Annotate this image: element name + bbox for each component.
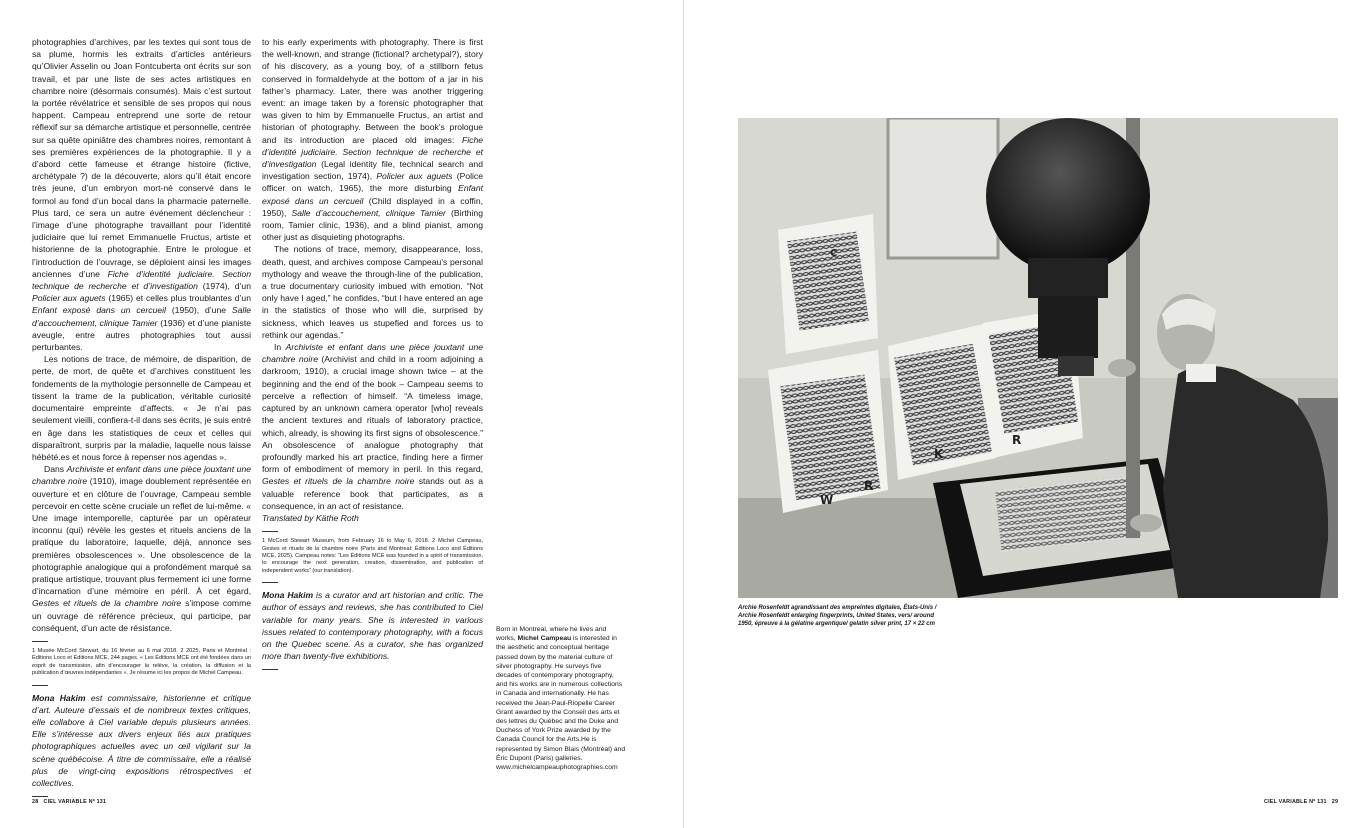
- french-paragraph-3: Dans Archiviste et enfant dans une pièce jouxtant une chambre noire (1910), image doublement représentée en ouverture et en clôture de l’ouvrage, Campeau semble percevoir en cette scène cruciale un reflet de lui-même. « Une image intemporelle, capturée par un opérateur inconnu (qui) révèle les gestes et rituels anciens de la pratique du laboratoire, laquelle, déjà, annonce ses premières obsolescences ». Une obsolescence de la photographie analogique qui a profondément marqué sa pratique artistique, trouvant plus fermement ici une forme d’incarnation d’une mémoire en péril. À cet égard, Gestes et rituels de la chambre noire s’impose comme un ouvrage de référence précieux, qui participe, par conséquent, d’un acte de résistance.: [32, 464, 252, 633]
- photo-letter: C: [830, 248, 838, 259]
- photographer-hand: [1108, 359, 1136, 377]
- fingerprint-1: [787, 232, 869, 331]
- archival-photograph: [738, 118, 1338, 598]
- divider: [32, 685, 48, 686]
- enlarger-bellows: [1038, 296, 1098, 358]
- english-column: [262, 36, 483, 676]
- photo-letter: W: [820, 493, 834, 507]
- photo-letter: R: [1012, 433, 1022, 447]
- page-number: 29: [1331, 799, 1339, 805]
- page-number: 28: [32, 799, 39, 805]
- artist-bio: Born in Montreal, where he lives and works, Michel Campeau is interested in the aesthetic and conceptual heritage passed down by the material culture of silver photography. He surveys five decades of contemporary photography, and his works are in numerous collections in Canada and internationally. He has received the Jean-Paul-Riopelle Career Grant awarded by the Conseil des arts et des lettres du Québec and the Duke and Duchess of York Prize awarded by the Canada Council for the Arts.He is represented by Simon Blais (Montréal) and Éric Dupont (Paris) galleries. www.michelcampeauphotographies.com: [496, 626, 626, 772]
- magazine-title: CIEL VARIABLE Nº 131: [1264, 799, 1327, 805]
- english-footnotes: 1 McCord Stewart Museum, from February 16 to May 6, 2018. 2 Michel Campeau, Gestes et rituels de la chambre noire (Paris and Montreal: Éditions Loco and Éditions MCE, 2025). Campeau notes: “Les Éditions MCE was founded in a spirit of transmission, to encourage the next generation, creation, dissemination, and publication of independent works” (our translation).: [262, 538, 483, 574]
- photo-window-frame: [888, 118, 998, 258]
- french-footnotes: 1 Musée McCord Stewart, du 16 février au 6 mai 2018. 2 2025, Paris et Montréal : Éditions Loco et Éditions MCE, 244 pages. « Les Éditions MCE ont été fondées dans un esprit de transmission, afin d’encourager la relève, la création, la diffusion et la publication d’œuvres indépendantes ». Je résume ici les propos de Michel Campeau.: [32, 647, 251, 677]
- enlarger-cone: [1028, 258, 1108, 298]
- enlarger-lens-board: [1058, 356, 1094, 376]
- photo-letter: K: [934, 447, 944, 461]
- english-paragraph-2: The notions of trace, memory, disappearance, loss, death, quest, and archives compose Campeau’s personal mythology and weave the through-line of the publication, a true documentary curiosity imbued with emotion. “Not only have I aged,” he confides, “but I have entered an age in the statistics of those who will die, surprised by sickness, which leaves us stupefied and forces us to rethink our agendas.”: [262, 244, 483, 340]
- french-column: [32, 36, 251, 803]
- artist-website: www.michelcampeauphotographies.com: [496, 764, 618, 772]
- french-paragraph-2: Les notions de trace, de mémoire, de disparition, de perte, de mort, de quête et d’archives constituent les fondements de la mythologie personnelle de Campeau et tissent la trame de la publication, véritable curiosité documentaire empreinte d’affects. « Je n’ai pas seulement vieilli, confiera-t-il dans ses écrits, je suis entré en âge dans les statistiques de ceux et celles qui disparaîtront, surpris par la maladie, laquelle nous laisse hébété.es et nous force à repenser nos agendas ».: [32, 354, 251, 462]
- english-paragraph-3: In Archiviste et enfant dans une pièce jouxtant une chambre noire (Archivist and child in a room adjoining a darkroom, 1910), a crucial image shown twice – at the beginning and the end of the book – Campeau seems to perceive a reflection of himself. “A timeless image, captured by an unknown camera operator [who] reveals the ancient textures and rituals of laboratory practice, which, already, is showing its first signs of obsolescence.” An obsolescence of analogue photography that profoundly marked his art practice, finding here a firmer form of embodiment of memory in peril. In this regard, Gestes et rituels de la chambre noire stands out as a valuable reference book that participates, as a consequence, in an act of resistance.: [262, 342, 483, 511]
- english-paragraph-1: to his early experiments with photography. There is first the well-known, and strange (fictional? archetypal?), story of his discovery, as a young boy, of a stillborn fetus conserved in formaldehyde at the bottom of a jar in his father’s pharmacy. Later, there was another triggering event: an image taken by a forensic photographer that was given to him by Emmanuelle Fructus, an artist and historian of photography. Between the book’s prologue and its introduction are placed old images: Fiche d’identité judiciaire. Section technique de recherche et d’investigation (Legal identity file, technical search and investigation section, 1974), Policier aux aguets (Police officer on watch, 1965), the more disturbing Enfant exposé dans un cercueil (Child displayed in a coffin, 1950), Salle d’accouchement, clinique Tamier (Birthing room, Tamier clinic, 1936), and a blind pianist, among other just as disquieting photographs.: [262, 37, 484, 243]
- english-author-bio: Mona Hakim is a curator and art historian and critic. The author of essays and reviews, she has contributed to Ciel variable for many years. She is interested in various issues related to contemporary photography, with a focus on the Quebec scene. As a curator, she has organized more than twenty-five exhibitions.: [262, 590, 483, 662]
- magazine-title: CIEL VARIABLE Nº 131: [43, 799, 107, 805]
- photo-caption: Archie Rosenfeldt agrandissant des empreintes digitales, États-Unis / Archie Rosenfeldt enlarging fingerprints, United States, vers/ around 1950, épreuve à la gélatine argentique/ gelatin silver print, 17 × 22 cm: [738, 605, 937, 627]
- photographer-hand: [1130, 514, 1162, 532]
- french-author-bio: Mona Hakim est commissaire, historienne et critique d’art. Auteure d’essais et de nombreux textes critiques, elle collabore à Ciel variable depuis plusieurs années. Elle s’intéresse aux divers enjeux liés aux pratiques photographiques actuelles avec un œil vigilant sur la scène québécoise. À titre de commissaire, elle a réalisé plus de vingt-cinq expositions rétrospectives et collectives.: [32, 692, 251, 788]
- divider: [32, 641, 48, 642]
- divider: [32, 796, 48, 797]
- photograph-illustration: [738, 118, 1338, 598]
- divider: [262, 582, 278, 583]
- french-paragraph-1: photographies d’archives, par les textes qui sont tous de sa plume, hormis les extraits d’articles antérieurs qu’Olivier Asselin ou Joan Fontcuberta ont écrits sur son travail, et par une liste de ses actes artistiques en chambre noire (désormais consumés). Mais c’est surtout la portée révélatrice et sensible de ses propos qui nous happent. Campeau entreprend une sorte de retour réflexif sur sa démarche artistique et personnelle, centrée sur sa quête opiniâtre des chambres noires, remontant à ses premières expériences de la photographie. Il y a d’abord cette fameuse et étrange histoire (fictive, archétypale ?) de la découverte, alors qu’il était encore très jeune, d’un embryon mort-né conservé dans le formol au fond d’un bocal dans la pharmacie paternelle. Plus tard, ce sera un autre événement déclencheur : l’image d’une photographe travaillant pour l’identité judiciaire que lui remet Emmanuelle Fructus, artiste et historienne de la photographie. Entre le prologue et l’introduction de l’ouvrage, se déploient ainsi les images anciennes d’une Fiche d’identité judiciaire. Section technique de recherche et d’investigation (1974), d’un Policier aux aguets (1965) et celles plus troublantes d’un Enfant exposé dans un cercueil (1950), d’une Salle d’accouchement, clinique Tamier (1936) et d’une pianiste aveugle, entre autres photographies tout aussi perturbantes.: [32, 37, 252, 353]
- folio-right: [1264, 799, 1338, 805]
- translator-credit: Translated by Käthe Roth: [262, 512, 359, 523]
- divider: [262, 669, 278, 670]
- photographer-collar: [1186, 364, 1216, 382]
- enlarger-lamp-housing: [986, 118, 1150, 274]
- folio-left: [32, 799, 106, 805]
- divider: [262, 531, 278, 532]
- left-page: [0, 0, 683, 828]
- photo-letter: R: [864, 479, 874, 493]
